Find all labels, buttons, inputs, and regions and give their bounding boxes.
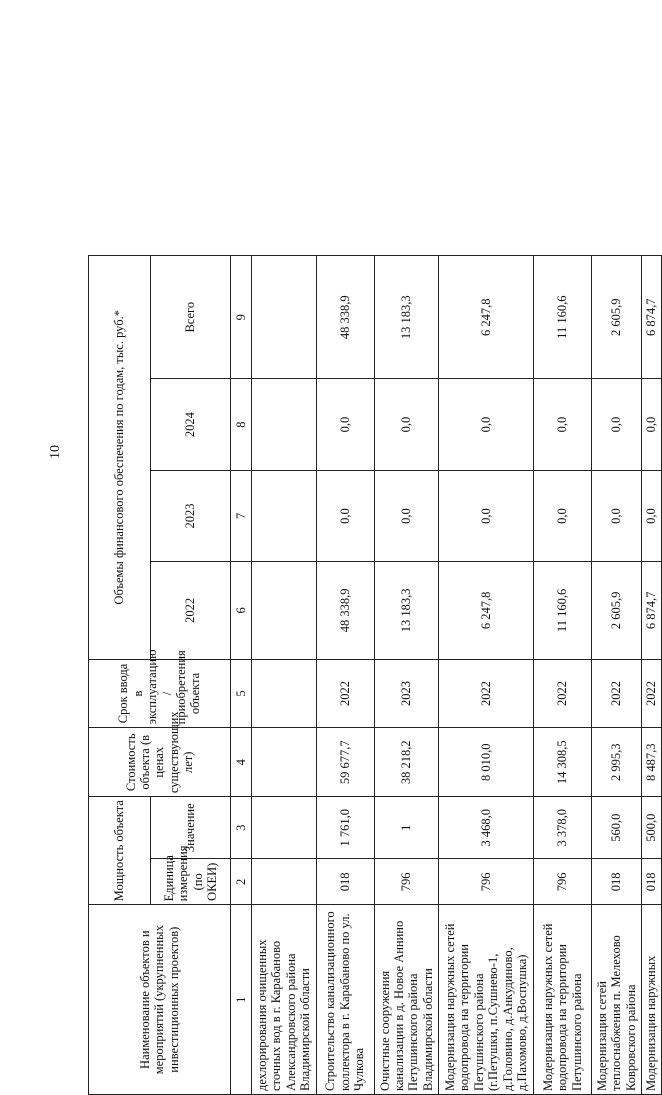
header-total: Всего <box>151 256 231 379</box>
row-unit: 796 <box>439 859 534 905</box>
row-value <box>251 797 316 859</box>
row-deadline <box>251 659 316 728</box>
row-2023: 0,0 <box>374 470 439 561</box>
row-deadline: 2022 <box>641 659 661 728</box>
row-2024 <box>251 379 316 470</box>
header-2023: 2023 <box>151 470 231 561</box>
row-value: 3 378,0 <box>533 797 591 859</box>
table-row <box>533 256 591 1095</box>
row-value: 500,0 <box>641 797 661 859</box>
row-name: дехлорирования очищенных сточных вод в г. Карабаново Александровского района Владимирской области <box>251 905 316 1095</box>
row-2024: 0,0 <box>316 379 374 470</box>
row-cost: 8 487,3 <box>641 728 661 797</box>
row-cost: 8 010,0 <box>439 728 534 797</box>
row-unit: 018 <box>591 859 641 905</box>
table-row <box>374 256 439 1095</box>
row-deadline: 2023 <box>374 659 439 728</box>
row-2023: 0,0 <box>316 470 374 561</box>
row-value: 1 <box>374 797 439 859</box>
header-cost: Стоимость объекта (в ценах существующих лет) <box>89 728 231 797</box>
table-row <box>316 256 374 1095</box>
row-cost: 2 995,3 <box>591 728 641 797</box>
row-2022: 11 160,6 <box>533 562 591 659</box>
header-value: Значение <box>151 797 231 859</box>
header-funding: Объемы финансового обеспечения по годам, тыс. руб.* <box>89 256 151 660</box>
row-name: Очистные сооружения канализации в д. Новое Аннино Петушинского района Владимирской области <box>374 905 439 1095</box>
row-2024: 0,0 <box>641 379 661 470</box>
header-2024: 2024 <box>151 379 231 470</box>
header-capacity: Мощность объекта <box>89 797 151 905</box>
index-cell: 8 <box>231 379 252 470</box>
header-unit: Единица измерения (по ОКЕИ) <box>151 859 231 905</box>
index-cell: 4 <box>231 728 252 797</box>
row-deadline: 2022 <box>316 659 374 728</box>
row-value: 3 468,0 <box>439 797 534 859</box>
row-2022: 6 247,8 <box>439 562 534 659</box>
row-deadline: 2022 <box>439 659 534 728</box>
index-cell: 5 <box>231 659 252 728</box>
row-cost <box>251 728 316 797</box>
row-unit: 018 <box>316 859 374 905</box>
row-cost: 59 677,7 <box>316 728 374 797</box>
header-2022: 2022 <box>151 562 231 659</box>
row-2024: 0,0 <box>439 379 534 470</box>
index-cell: 1 <box>231 905 252 1095</box>
row-deadline: 2022 <box>591 659 641 728</box>
table-row <box>641 256 661 1095</box>
row-total: 11 160,6 <box>533 256 591 379</box>
investment-table <box>88 255 662 1095</box>
row-2022: 48 338,9 <box>316 562 374 659</box>
row-unit <box>251 859 316 905</box>
row-2024: 0,0 <box>591 379 641 470</box>
row-name: Модернизация сетей теплоснабжения п. Мелехово Ковровского района <box>591 905 641 1095</box>
row-name: Модернизация наружных сетей водопровода на территории Петушинского района <box>533 905 591 1095</box>
row-2023 <box>251 470 316 561</box>
row-value: 1 761,0 <box>316 797 374 859</box>
row-value: 560,0 <box>591 797 641 859</box>
row-2022: 2 605,9 <box>591 562 641 659</box>
index-row <box>231 256 252 1095</box>
row-2022 <box>251 562 316 659</box>
row-unit: 796 <box>533 859 591 905</box>
table-row <box>251 256 316 1095</box>
row-total: 6 874,7 <box>641 256 661 379</box>
row-unit: 796 <box>374 859 439 905</box>
row-total <box>251 256 316 379</box>
row-2023: 0,0 <box>533 470 591 561</box>
row-2022: 6 874,7 <box>641 562 661 659</box>
row-unit: 018 <box>641 859 661 905</box>
row-total: 48 338,9 <box>316 256 374 379</box>
table-row <box>591 256 641 1095</box>
row-total: 13 183,3 <box>374 256 439 379</box>
index-cell: 9 <box>231 256 252 379</box>
row-2024: 0,0 <box>533 379 591 470</box>
index-cell: 7 <box>231 470 252 561</box>
row-name: Модернизация наружных сетей водопровода на территории Петушинского района (г.Петушки, п.Сушнево-1, д.Головино, д.Анкудиново, д.Пахомово, д.Воспушка) <box>439 905 534 1095</box>
row-2024: 0,0 <box>374 379 439 470</box>
row-2023: 0,0 <box>591 470 641 561</box>
index-cell: 2 <box>231 859 252 905</box>
page-number: 10 <box>48 445 63 459</box>
row-total: 6 247,8 <box>439 256 534 379</box>
row-deadline: 2022 <box>533 659 591 728</box>
row-2022: 13 183,3 <box>374 562 439 659</box>
rotated-table-container <box>88 255 662 1095</box>
row-cost: 38 218,2 <box>374 728 439 797</box>
row-total: 2 605,9 <box>591 256 641 379</box>
header-deadline: Срок ввода в эксплуатацию / приобретения объекта <box>89 659 231 728</box>
row-cost: 14 308,5 <box>533 728 591 797</box>
table-row <box>439 256 534 1095</box>
header-name: Наименование объектов и мероприятий (укрупненных инвестиционных проектов) <box>89 905 231 1095</box>
row-name: Строительство канализационного коллектора в г. Карабаново по ул. Чулкова <box>316 905 374 1095</box>
row-name: Модернизация наружных <box>641 905 661 1095</box>
index-cell: 3 <box>231 797 252 859</box>
index-cell: 6 <box>231 562 252 659</box>
row-2023: 0,0 <box>439 470 534 561</box>
row-2023: 0,0 <box>641 470 661 561</box>
